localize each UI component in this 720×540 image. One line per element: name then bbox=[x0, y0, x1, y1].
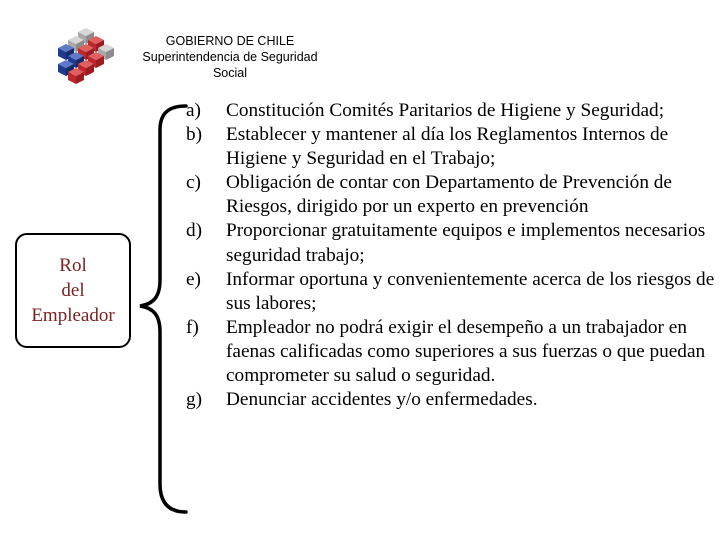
list-item-text: Constitución Comités Paritarios de Higiene y Seguridad; bbox=[226, 100, 665, 121]
list-marker: e) bbox=[186, 268, 201, 290]
list-marker: b) bbox=[186, 124, 203, 146]
list-marker: f) bbox=[186, 316, 199, 338]
government-logo bbox=[52, 24, 120, 90]
list-item-text: Informar oportuna y convenientemente acerca de los riesgos de sus labores; bbox=[226, 268, 715, 314]
obligations-list bbox=[186, 99, 716, 412]
role-label-line3: Empleador bbox=[31, 305, 115, 326]
list-item bbox=[186, 219, 716, 267]
list-marker: g) bbox=[186, 389, 203, 411]
agency-name-line2: Social bbox=[212, 66, 248, 80]
role-box bbox=[15, 233, 131, 348]
agency-header bbox=[120, 33, 340, 81]
list-item bbox=[186, 388, 716, 412]
list-item bbox=[186, 123, 716, 171]
list-item-text: Obligación de contar con Departamento de Prevención de Riesgos, dirigido por un experto en prevención bbox=[226, 172, 672, 218]
logo-cubes bbox=[58, 28, 114, 84]
list-item bbox=[186, 171, 716, 219]
list-marker: a) bbox=[186, 100, 201, 121]
list-marker: c) bbox=[186, 172, 201, 194]
list-item bbox=[186, 316, 716, 388]
list-item-text: Denunciar accidentes y/o enfermedades. bbox=[226, 389, 538, 411]
list-item bbox=[186, 99, 716, 123]
role-label-line2: del bbox=[61, 280, 85, 301]
agency-name-line1: Superintendencia de Seguridad bbox=[142, 50, 318, 64]
list-item-text: Proporcionar gratuitamente equipos e implementos necesarios seguridad trabajo; bbox=[226, 220, 706, 266]
list-item bbox=[186, 268, 716, 316]
list-item-text: Establecer y mantener al día los Reglamentos Internos de Higiene y Seguridad en el Trabajo; bbox=[226, 124, 669, 170]
list-marker: d) bbox=[186, 220, 203, 242]
list-item-text: Empleador no podrá exigir el desempeño a un trabajador en faenas calificadas como superiores a sus fuerzas o que puedan comprometer su salud o seguridad. bbox=[226, 316, 706, 387]
role-label-line1: Rol bbox=[59, 255, 87, 276]
government-name: GOBIERNO DE CHILE bbox=[165, 34, 295, 48]
